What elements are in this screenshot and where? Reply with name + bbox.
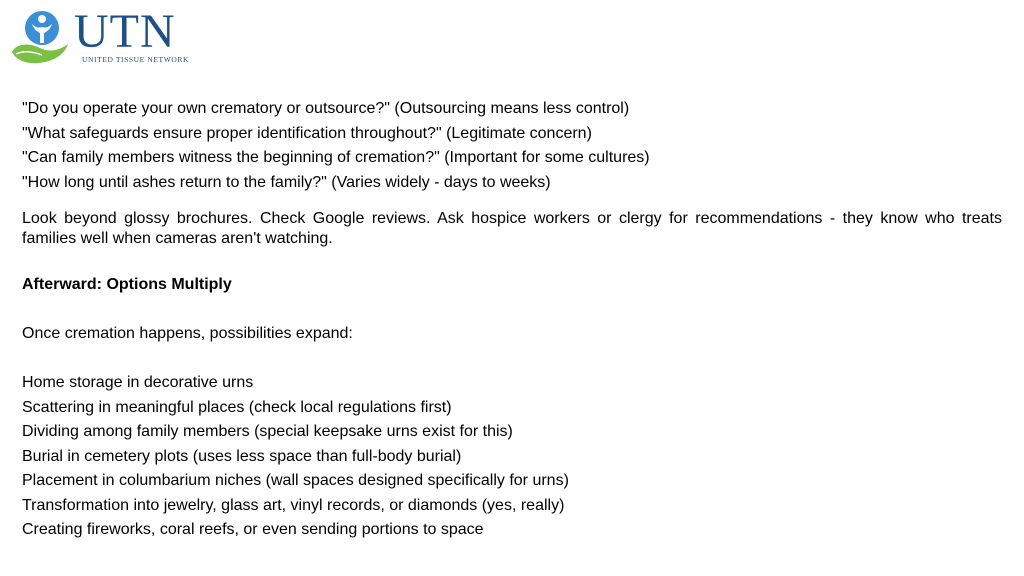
option-item: Scattering in meaningful places (check local regulations first): [22, 398, 452, 416]
option-item: Home storage in decorative urns: [22, 374, 254, 391]
document-body: [22, 97, 1002, 543]
section-heading: Afterward: Options Multiply: [22, 276, 232, 293]
utn-logo: [10, 5, 190, 66]
option-item: Transformation into jewelry, glass art, vinyl records, or diamonds (yes, really): [22, 496, 565, 514]
advice-paragraph: Look beyond glossy brochures. Check Google reviews. Ask hospice workers or clergy for recommendations - they know who treats families well when cameras aren't watching.: [22, 210, 1002, 247]
question-item: "How long until ashes return to the family?" (Varies widely - days to weeks): [22, 173, 551, 191]
utn-emblem-icon: [10, 8, 72, 66]
question-item: "Do you operate your own crematory or outsource?" (Outsourcing means less control): [22, 100, 630, 117]
option-item: Creating fireworks, coral reefs, or even sending portions to space: [22, 521, 484, 538]
logo-wordmark: UTN: [74, 5, 176, 58]
question-item: "Can family members witness the beginning of cremation?" (Important for some cultures): [22, 149, 650, 166]
option-item: Dividing among family members (special keepsake urns exist for this): [22, 423, 513, 440]
logo-tagline: UNITED TISSUE NETWORK: [82, 55, 190, 64]
question-item: "What safeguards ensure proper identification throughout?" (Legitimate concern): [22, 124, 592, 142]
option-item: Placement in columbarium niches (wall spaces designed specifically for urns): [22, 472, 569, 489]
option-item: Burial in cemetery plots (uses less space than full-body burial): [22, 447, 462, 465]
intro-text: Once cremation happens, possibilities expand:: [22, 325, 353, 342]
